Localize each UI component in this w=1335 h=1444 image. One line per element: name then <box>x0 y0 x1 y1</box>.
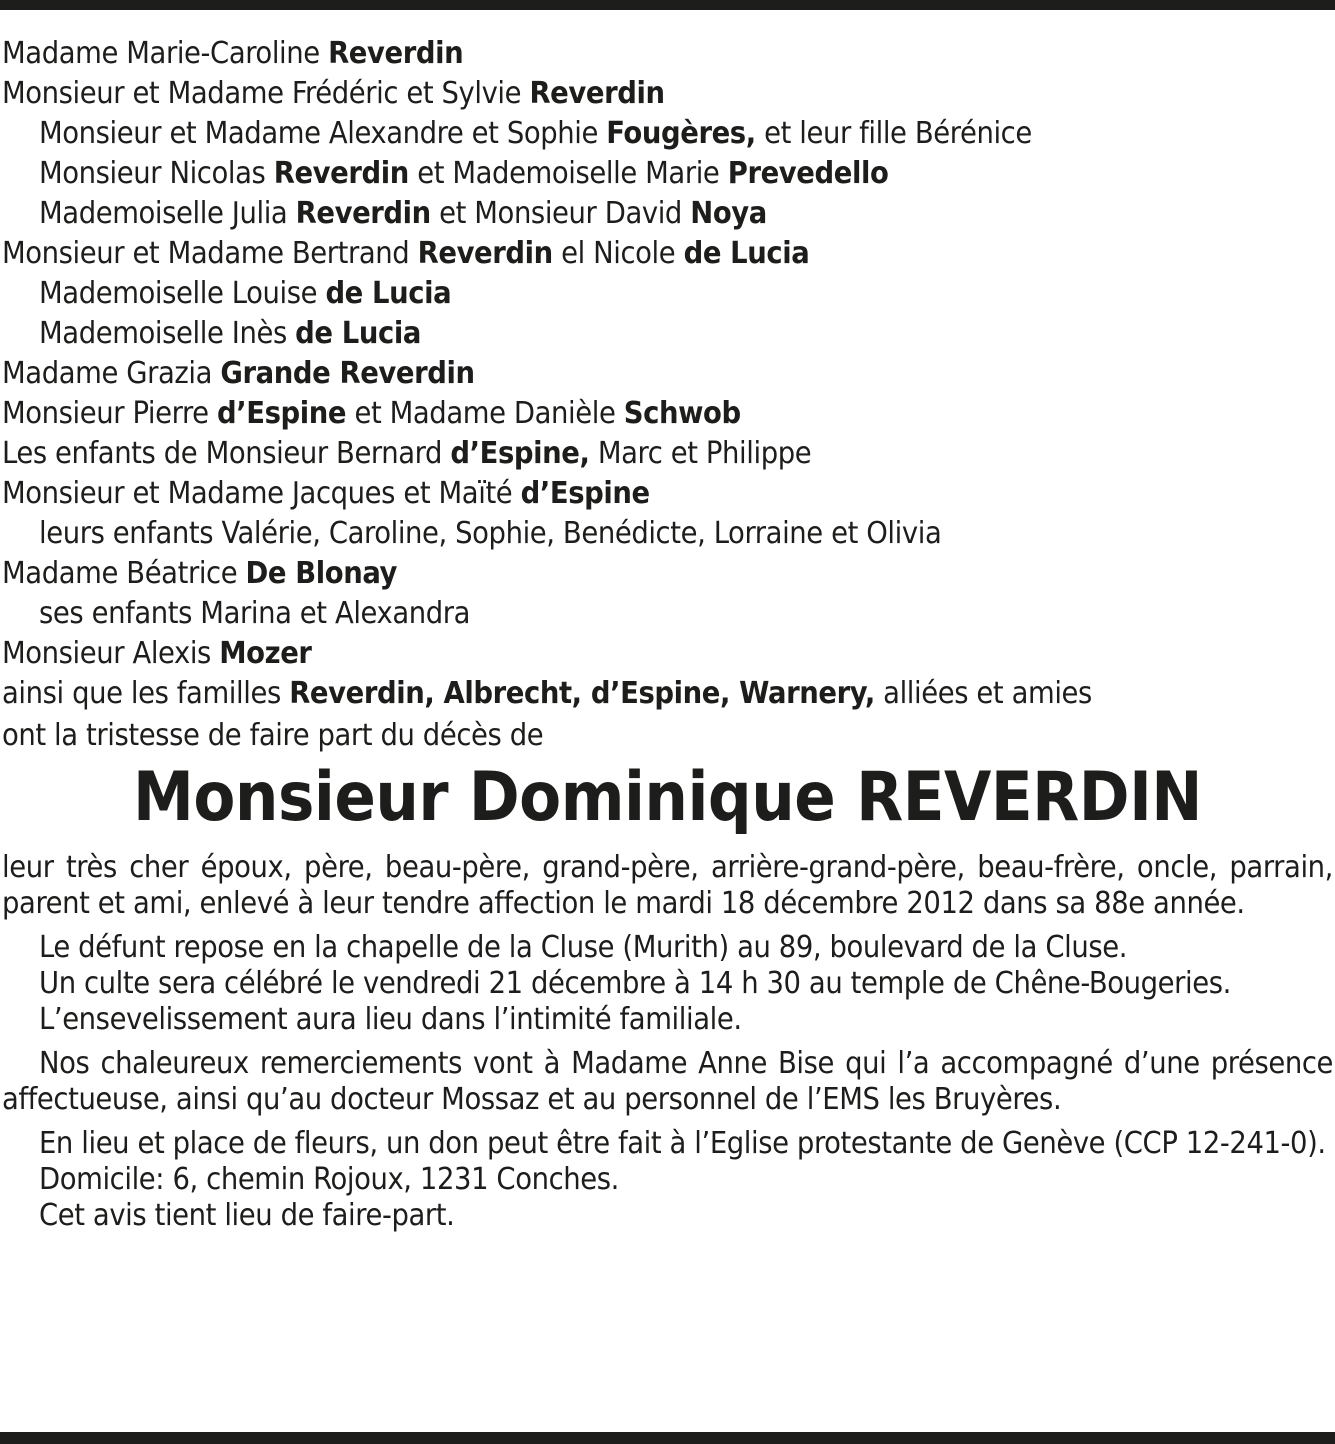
family-line <box>2 594 1333 634</box>
notice-content <box>2 34 1333 1234</box>
family-text: Mademoiselle Louise <box>39 276 326 311</box>
family-text: Monsieur Nicolas <box>39 156 274 191</box>
family-text: leurs enfants Valérie, Caroline, Sophie, Benédicte, Lorraine et Olivia <box>39 516 942 551</box>
family-surname: De Blonay <box>245 556 398 591</box>
family-surname: d’Espine, <box>450 436 590 471</box>
family-text: Monsieur et Madame Bertrand <box>2 236 418 271</box>
family-text: alliées et amies <box>874 676 1092 711</box>
family-text: Madame Grazia <box>2 356 221 391</box>
family-list <box>2 34 1333 714</box>
family-text: et Monsieur David <box>430 196 691 231</box>
ensevelissement-line: L’ensevelissement aura lieu dans l’intimité familiale. <box>39 1002 742 1037</box>
family-text: Madame Marie-Caroline <box>2 36 329 71</box>
family-text: Mademoiselle Inès <box>39 316 296 351</box>
family-line <box>2 154 1333 194</box>
family-surname: de Lucia <box>325 276 452 311</box>
family-surname: Prevedello <box>727 156 889 191</box>
family-text: Monsieur Alexis <box>2 636 220 671</box>
faire-part-line: Cet avis tient lieu de faire-part. <box>39 1198 455 1233</box>
family-text: et Mademoiselle Marie <box>408 156 728 191</box>
repose-line: Le défunt repose en la chapelle de la Cluse (Murith) au 89, boulevard de la Cluse. <box>39 930 1128 965</box>
family-line <box>2 314 1333 354</box>
family-line <box>2 674 1333 714</box>
family-surname: d’Espine <box>216 396 347 431</box>
family-text: Monsieur et Madame Jacques et Maïté <box>2 476 521 511</box>
don-paragraph: En lieu et place de fleurs, un don peut être fait à l’Eglise protestante de Genève (CCP 12-241-0). <box>39 1126 1326 1161</box>
top-rule <box>0 0 1335 10</box>
family-line <box>2 194 1333 234</box>
family-text: el Nicole <box>552 236 684 271</box>
family-line <box>2 434 1333 474</box>
family-surname: d’Espine <box>520 476 650 511</box>
bottom-rule <box>0 1432 1335 1444</box>
family-line <box>2 474 1333 514</box>
family-line <box>2 514 1333 554</box>
family-surname: Reverdin <box>273 156 409 191</box>
family-surname: Reverdin <box>529 76 665 111</box>
family-text: ses enfants Marina et Alexandra <box>39 596 471 631</box>
announcement-line: ont la tristesse de faire part du décès de <box>2 718 544 753</box>
family-text: Madame Béatrice <box>2 556 246 591</box>
family-text: Monsieur et Madame Frédéric et Sylvie <box>2 76 530 111</box>
family-line <box>2 114 1333 154</box>
family-line <box>2 74 1333 114</box>
family-surname: Reverdin <box>328 36 464 71</box>
family-surname: Noya <box>690 196 767 231</box>
family-text: Monsieur Pierre <box>2 396 217 431</box>
family-text: Marc et Philippe <box>589 436 812 471</box>
family-surname: de Lucia <box>295 316 421 351</box>
family-text: Mademoiselle Julia <box>39 196 296 231</box>
family-text: ainsi que les familles <box>2 676 290 711</box>
family-text: Les enfants de Monsieur Bernard <box>2 436 451 471</box>
remerciements-paragraph: Nos chaleureux remerciements vont à Madame Anne Bise qui l’a accompagné d’une présence affectueuse, ainsi qu’au docteur Mossaz et au personnel de l’EMS les Bruyères. <box>2 1046 1333 1117</box>
family-surname: Mozer <box>219 636 312 671</box>
domicile-line: Domicile: 6, chemin Rojoux, 1231 Conches. <box>39 1162 619 1197</box>
family-surname: Fougères, <box>606 116 756 151</box>
family-text: et Madame Danièle <box>346 396 624 431</box>
family-surname: Reverdin, Albrecht, d’Espine, Warnery, <box>289 676 875 711</box>
family-text: Monsieur et Madame Alexandre et Sophie <box>39 116 607 151</box>
family-line <box>2 234 1333 274</box>
family-line <box>2 634 1333 674</box>
family-surname: Reverdin <box>295 196 431 231</box>
culte-line: Un culte sera célébré le vendredi 21 décembre à 14 h 30 au temple de Chêne-Bougeries. <box>39 966 1231 1001</box>
intro-paragraph: leur très cher époux, père, beau-père, grand-père, arrière-grand-père, beau-frère, oncle, parrain, parent et ami, enlevé à leur tendre affection le mardi 18 décembre 2012 dans sa 88e année. <box>2 850 1333 921</box>
family-line <box>2 354 1333 394</box>
family-surname: Grande Reverdin <box>220 356 475 391</box>
family-line <box>2 554 1333 594</box>
family-line <box>2 394 1333 434</box>
family-line <box>2 274 1333 314</box>
family-text: et leur fille Bérénice <box>755 116 1032 151</box>
family-surname: de Lucia <box>683 236 810 271</box>
family-line <box>2 34 1333 74</box>
family-surname: Reverdin <box>417 236 553 271</box>
deceased-name: Monsieur Dominique REVERDIN <box>132 758 1203 837</box>
family-surname: Schwob <box>623 396 741 431</box>
